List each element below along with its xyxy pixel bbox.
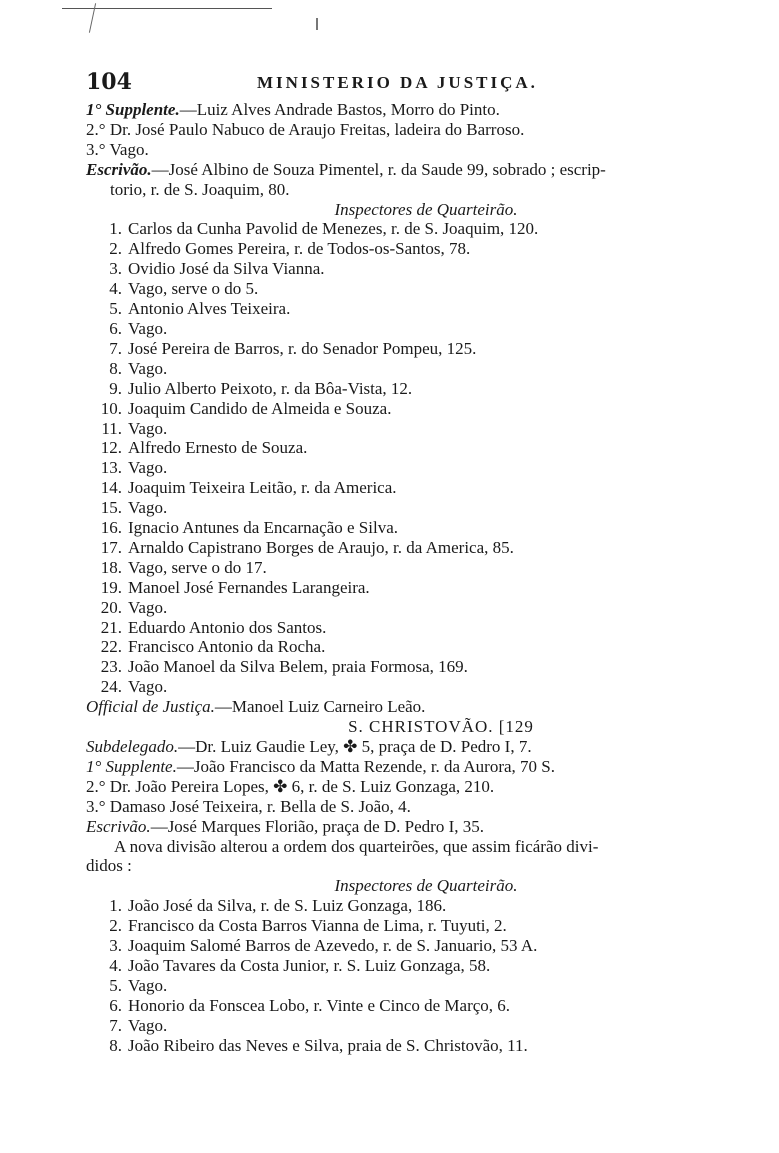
item-text: João José da Silva, r. de S. Luiz Gonzaga, 186.: [128, 896, 447, 916]
list-item: [86, 339, 726, 359]
item-number: 7.: [109, 1015, 122, 1035]
page-header: [86, 70, 706, 94]
supplente-1-label: 1° Supplente.: [86, 100, 180, 119]
subdelegado-line: [86, 737, 726, 757]
list-item: [86, 478, 726, 498]
item-number: 1.: [109, 219, 122, 239]
list-item: [86, 399, 726, 419]
escrivao-label: Escrivão.: [86, 159, 152, 179]
item-number: 7.: [109, 338, 122, 358]
item-number: 3.: [109, 259, 122, 279]
item-text: Joaquim Teixeira Leitão, r. da America.: [128, 478, 397, 498]
item-number: 5.: [109, 299, 122, 319]
item-number: 8.: [109, 1035, 122, 1055]
list-item: [86, 458, 726, 478]
section-2-heading: S. CHRISTOVÃO. [129: [348, 717, 534, 737]
item-text: Ignacio Antunes da Encarnação e Silva.: [128, 518, 399, 538]
supplente-2-line: [86, 120, 726, 140]
item-text: Eduardo Antonio dos Santos.: [128, 617, 327, 637]
item-number: 10.: [100, 398, 122, 418]
item-text: Vago.: [128, 677, 168, 697]
item-number: 4.: [109, 955, 122, 975]
item-number: 24.: [100, 677, 122, 697]
item-number: 4.: [109, 279, 122, 299]
escrivao-line-1: [86, 160, 726, 180]
item-text: Vago.: [128, 458, 168, 478]
list-item: [86, 637, 726, 657]
item-number: 5.: [109, 975, 122, 995]
list-item: [86, 936, 726, 956]
item-text: Manoel José Fernandes Larangeira.: [128, 577, 370, 597]
supplente-s2-3-line: 3.° Damaso José Teixeira, r. Bella de S. João, 4.: [86, 796, 411, 816]
item-text: Francisco da Costa Barros Vianna de Lima, r. Tuyuti, 2.: [128, 916, 507, 936]
item-number: 21.: [100, 617, 122, 637]
item-text: Julio Alberto Peixoto, r. da Bôa-Vista, 12.: [128, 378, 413, 398]
supplente-3-line: [86, 140, 726, 160]
item-number: 17.: [100, 537, 122, 557]
official-line: [86, 697, 726, 717]
section-3-heading: Inspectores de Quarteirão.: [334, 876, 518, 896]
item-text: Alfredo Ernesto de Souza.: [128, 438, 308, 458]
subdelegado-text: —Dr. Luiz Gaudie Ley, ✤ 5, praça de D. Pedro I, 7.: [178, 737, 532, 756]
item-number: 22.: [100, 637, 122, 657]
paragraph-line-2: didos :: [86, 856, 132, 876]
escrivao-line-2: torio, r. de S. Joaquim, 80.: [110, 179, 290, 199]
item-text: Francisco Antonio da Rocha.: [128, 637, 326, 657]
item-text: Joaquim Salomé Barros de Azevedo, r. de S. Januario, 53 A.: [128, 936, 538, 956]
item-number: 2.: [109, 239, 122, 259]
item-number: 19.: [100, 577, 122, 597]
list-item: [86, 657, 726, 677]
item-text: Vago.: [128, 318, 168, 338]
supplente-3-label: 3.°: [86, 139, 106, 159]
escrivao-s2-label: Escrivão.: [86, 816, 151, 836]
item-text: Vago.: [128, 358, 168, 378]
supplente-s2-1-label: 1° Supplente.: [86, 756, 177, 776]
inspectores-list-2: [86, 896, 726, 1055]
page-body: [86, 100, 726, 1056]
list-item: [86, 1016, 726, 1036]
list-item: [86, 438, 726, 458]
list-item: [86, 299, 726, 319]
item-text: Carlos da Cunha Pavolid de Menezes, r. de S. Joaquim, 120.: [128, 219, 539, 239]
item-number: 14.: [100, 478, 122, 498]
item-number: 1.: [109, 896, 122, 916]
item-number: 6.: [109, 995, 122, 1015]
item-text: Vago.: [128, 975, 168, 995]
list-item: [86, 996, 726, 1016]
supplente-2-label: 2.°: [86, 119, 106, 139]
escrivao-text-1: —José Albino de Souza Pimentel, r. da Saude 99, sobrado ; escrip-: [151, 159, 606, 179]
supplente-3-text: Vago.: [109, 139, 149, 159]
list-item: [86, 498, 726, 518]
supplente-2-text: Dr. José Paulo Nabuco de Araujo Freitas, ladeira do Barroso.: [109, 119, 525, 139]
item-number: 9.: [109, 378, 122, 398]
item-text: Vago.: [128, 597, 168, 617]
list-item: [86, 598, 726, 618]
item-text: Vago.: [128, 1015, 168, 1035]
item-number: 12.: [100, 438, 122, 458]
item-text: Ovidio José da Silva Vianna.: [128, 259, 325, 279]
item-number: 11.: [101, 418, 122, 438]
item-number: 6.: [109, 318, 122, 338]
list-item: [86, 677, 726, 697]
list-item: [86, 916, 726, 936]
paragraph-line-1: A nova divisão alterou a ordem dos quarteirões, que assim ficárão divi-: [114, 836, 599, 856]
item-number: 13.: [100, 458, 122, 478]
list-item: [86, 558, 726, 578]
item-number: 20.: [100, 597, 122, 617]
list-item: [86, 896, 726, 916]
supplente-1-line: [86, 100, 726, 120]
item-text: José Pereira de Barros, r. do Senador Pompeu, 125.: [128, 338, 477, 358]
item-text: João Ribeiro das Neves e Silva, praia de S. Christovão, 11.: [128, 1035, 528, 1055]
list-item: [86, 1036, 726, 1056]
supplente-s2-1-text: —João Francisco da Matta Rezende, r. da Aurora, 70 S.: [176, 756, 555, 776]
section-1-heading: Inspectores de Quarteirão.: [334, 199, 518, 219]
list-item: [86, 538, 726, 558]
ink-mark: [316, 18, 318, 30]
list-item: [86, 578, 726, 598]
list-item: [86, 259, 726, 279]
supplente-s2-1-line: [86, 757, 726, 777]
official-label: Official de Justiça.: [86, 697, 215, 717]
list-item: [86, 359, 726, 379]
item-text: Vago.: [128, 498, 168, 518]
item-number: 2.: [109, 916, 122, 936]
supplente-1-text: —Luiz Alves Andrade Bastos, Morro do Pinto.: [179, 100, 500, 119]
list-item: [86, 618, 726, 638]
list-item: [86, 319, 726, 339]
item-number: 3.: [109, 936, 122, 956]
inspectores-list-1: [86, 219, 726, 697]
page-number: 104: [86, 69, 132, 95]
item-text: Joaquim Candido de Almeida e Souza.: [128, 398, 392, 418]
official-text: —Manoel Luiz Carneiro Leão.: [214, 697, 426, 717]
item-text: João Tavares da Costa Junior, r. S. Luiz Gonzaga, 58.: [128, 955, 491, 975]
item-number: 8.: [109, 358, 122, 378]
list-item: [86, 956, 726, 976]
list-item: [86, 518, 726, 538]
item-number: 15.: [100, 498, 122, 518]
item-text: João Manoel da Silva Belem, praia Formosa, 169.: [128, 657, 468, 677]
running-head: MINISTERIO DA JUSTIÇA.: [257, 73, 538, 92]
item-text: Vago, serve o do 5.: [128, 279, 259, 299]
item-number: 18.: [100, 557, 122, 577]
item-text: Arnaldo Capistrano Borges de Araujo, r. da America, 85.: [128, 537, 514, 557]
list-item: [86, 279, 726, 299]
item-text: Alfredo Gomes Pereira, r. de Todos-os-Santos, 78.: [128, 239, 471, 259]
item-number: 16.: [100, 518, 122, 538]
escrivao-s2-text: —José Marques Florião, praça de D. Pedro I, 35.: [150, 816, 484, 836]
subdelegado-label: Subdelegado.: [86, 737, 179, 756]
list-item: [86, 219, 726, 239]
list-item: [86, 239, 726, 259]
item-text: Vago.: [128, 418, 168, 438]
item-number: 23.: [100, 657, 122, 677]
list-item: [86, 419, 726, 439]
item-text: Vago, serve o do 17.: [128, 557, 267, 577]
item-text: Antonio Alves Teixeira.: [128, 299, 291, 319]
list-item: [86, 379, 726, 399]
item-text: Honorio da Fonscea Lobo, r. Vinte e Cinco de Março, 6.: [128, 995, 511, 1015]
supplente-s2-2-line: 2.° Dr. João Pereira Lopes, ✤ 6, r. de S. Luiz Gonzaga, 210.: [86, 776, 495, 796]
list-item: [86, 976, 726, 996]
escrivao-s2-line: [86, 817, 726, 837]
